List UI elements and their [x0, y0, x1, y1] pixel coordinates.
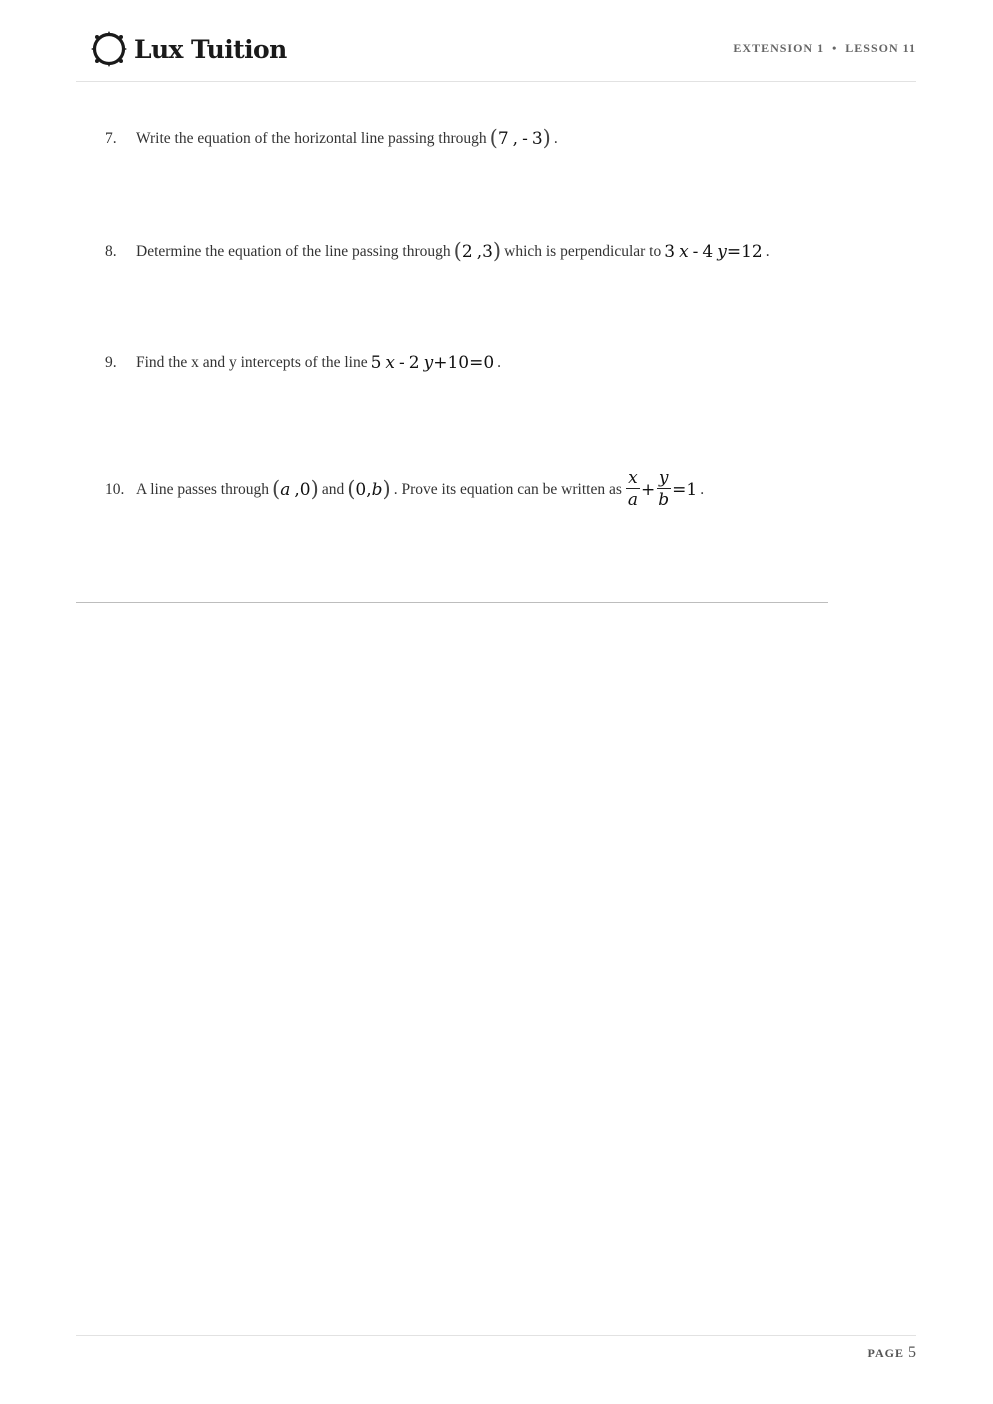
math-point: ( 2 , 3 ): [453, 239, 502, 263]
footer-divider: [76, 1335, 916, 1336]
question-text-middle: which is perpendicular to: [504, 242, 662, 260]
question-8: [105, 241, 770, 262]
question-number: 8.: [105, 242, 117, 260]
fraction-x-over-a: $\frac{x}{a}$: [627, 468, 639, 510]
page-label: PAGE: [867, 1346, 904, 1360]
question-text-and: and: [321, 480, 345, 498]
brand: [90, 29, 287, 69]
math-point-a: ( a , 0 ): [272, 477, 319, 501]
lesson-separator: •: [832, 41, 838, 55]
question-text-end: .: [497, 354, 502, 371]
math-point: ( 7 , - 3 ): [489, 126, 551, 150]
lesson-tag: [733, 41, 916, 56]
question-10: [105, 468, 704, 511]
section-divider: [76, 602, 828, 603]
page-header: [76, 0, 916, 82]
question-7: [105, 128, 558, 149]
question-text: Write the equation of the horizontal line passing through: [136, 129, 487, 147]
question-text-end: .: [765, 242, 770, 260]
question-text-prove: . Prove its equation can be written as: [393, 480, 622, 498]
math-line-equation: 3 x - 4 y = 12: [664, 241, 763, 262]
brand-name: Lux Tuition: [134, 34, 287, 64]
math-point-b: ( 0 , b ): [347, 477, 391, 501]
math-intercept-form: $\frac{x}{a}$ + $\frac{y}{b}$ = 1: [627, 468, 698, 510]
question-text-end: .: [700, 480, 705, 498]
page-number: [868, 1344, 916, 1362]
question-text-end: .: [553, 129, 558, 147]
question-number: 9.: [105, 354, 117, 371]
fraction-y-over-b: $\frac{y}{b}$: [658, 468, 670, 510]
question-text: A line passes through: [136, 480, 270, 498]
math-line-equation: 5 x - 2 y + 10 = 0: [370, 353, 495, 373]
question-9: [105, 353, 501, 373]
question-text: Determine the equation of the line passing through: [136, 242, 451, 260]
question-number: 10.: [105, 480, 125, 498]
question-number: 7.: [105, 129, 117, 147]
course-label: EXTENSION 1: [733, 41, 825, 55]
compass-ring-icon: [90, 29, 128, 69]
question-text: Find the x and y intercepts of the line: [136, 354, 368, 371]
lesson-label: LESSON 11: [845, 41, 916, 55]
page-number-value: 5: [908, 1344, 916, 1361]
